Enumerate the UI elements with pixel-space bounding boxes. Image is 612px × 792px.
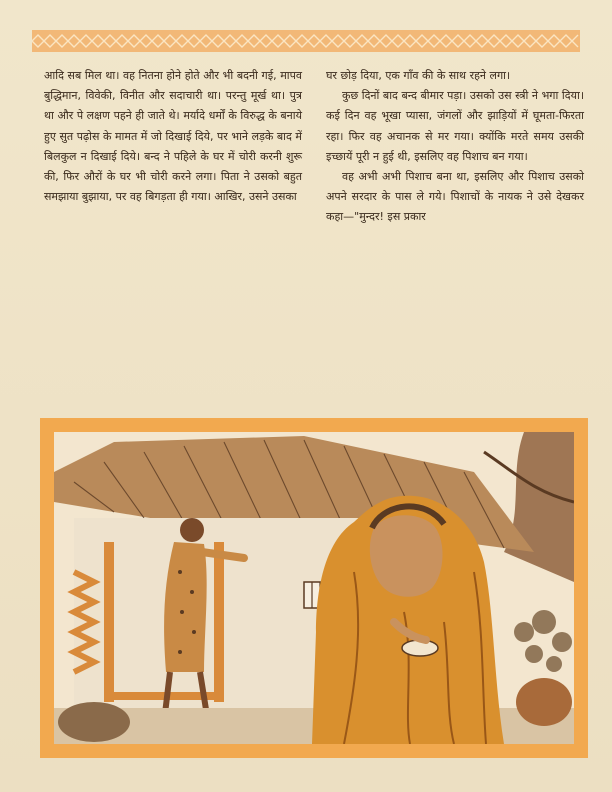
illustration-frame — [40, 418, 588, 758]
right-column — [326, 66, 584, 396]
illustration — [54, 432, 574, 744]
left-column — [44, 66, 302, 396]
zigzag-ornament — [32, 30, 580, 52]
right-paragraph-1: घर छोड़ दिया, एक गाँव की के साथ रहने लगा। — [326, 69, 511, 82]
decorative-header-band — [32, 30, 580, 52]
hut-scene-illustration — [54, 432, 574, 744]
left-paragraph-1: आदि सब मिल था। वह नितना होने होते और भी बदनी गई, मापव बुद्धिमान, विवेकी, विनीत और सदाचारी था। परन्तु मूर्ख था। पुत्र था और पे लक्षण पहने ही जाते थे। मर्यादे धर्मों के विरुद्ध के बनाये हुए सुत पढ़ोस के मामत में जो दिखाई दिये, पर भाने लड़के बाद में बिलकुल न दिखाई दिये। बन्द ने पहिले के घर में चोरी करनी शुरू की, फिर औरों के घर भी चोरी करने लगा। पिता ने उसको बहुत समझाया बुझाया, पर वह बिगड़ता ही गया। आखिर, उसने उसका — [44, 69, 302, 204]
text-columns — [44, 66, 584, 396]
right-paragraph-2: कुछ दिनों बाद बन्द बीमार पड़ा। उसको उस स्त्री ने भगा दिया। कई दिन वह भूखा प्यासा, जंगलों और झाड़ियों में घूमता-फिरता रहा। फिर वह अचानक से मर गया। क्योंकि मरते समय उसकी इच्छायें पूरी न हुई थी, इसलिए वह पिशाच बन गया। — [326, 89, 584, 163]
right-paragraph-3: वह अभी अभी पिशाच बना था, इसलिए और पिशाच उसको अपने सरदार के पास ले गये। पिशाचों के नायक ने उसे देखकर कहा—"मुन्दर! इस प्रकार — [326, 170, 584, 224]
